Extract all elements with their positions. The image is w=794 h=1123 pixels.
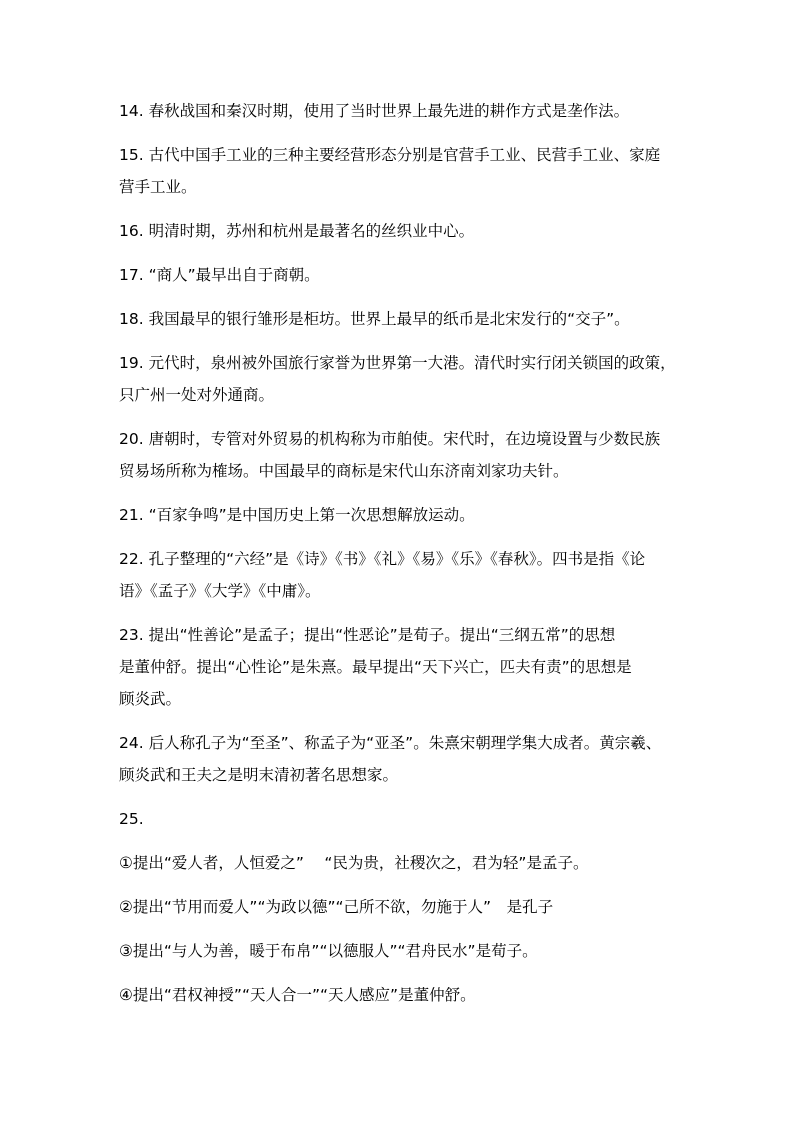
item-23 <box>119 619 679 715</box>
text-line: 顾炎武和王夫之是明末清初著名思想家。 <box>119 766 399 784</box>
text-line: ④提出“君权神授”“天人合一”“天人感应”是董仲舒。 <box>119 986 476 1004</box>
text-line: 25. <box>119 810 144 828</box>
text-line: 23. 提出“性善论”是孟子；提出“性恶论”是荀子。提出“三纲五常”的思想 <box>119 626 616 644</box>
item-22 <box>119 543 679 607</box>
text-line: 18. 我国最早的银行雏形是柜坊。世界上最早的纸币是北宋发行的“交子”。 <box>119 310 630 328</box>
item-25-2 <box>119 891 679 923</box>
text-line: 22. 孔子整理的“六经”是《诗》《书》《礼》《易》《乐》《春秋》。四书是指《论 <box>119 550 646 568</box>
text-line: 14. 春秋战国和秦汉时期，使用了当时世界上最先进的耕作方式是垄作法。 <box>119 102 630 120</box>
text-line: 贸易场所称为榷场。中国最早的商标是宋代山东济南刘家功夫针。 <box>119 462 569 480</box>
text-line: 15. 古代中国手工业的三种主要经营形态分别是官营手工业、民营手工业、家庭 <box>119 146 661 164</box>
item-25-1 <box>119 847 679 879</box>
text-line: ①提出“爱人者，人恒爱之” “民为贵，社稷次之，君为轻”是孟子。 <box>119 854 589 872</box>
item-24 <box>119 727 679 791</box>
item-21 <box>119 499 679 531</box>
item-19 <box>119 347 679 411</box>
text-line: ②提出“节用而爱人”“为政以德”“己所不欲，勿施于人” 是孔子 <box>119 898 554 916</box>
item-18 <box>119 303 679 335</box>
item-25-3 <box>119 935 679 967</box>
text-line: 只广州一处对外通商。 <box>119 386 275 404</box>
text-line: 语》《孟子》《大学》《中庸》。 <box>119 582 321 600</box>
text-line: 是董仲舒。提出“心性论”是朱熹。最早提出“天下兴亡，匹夫有责”的思想是 <box>119 658 632 676</box>
text-line: 17. “商人”最早出自于商朝。 <box>119 266 320 284</box>
item-17 <box>119 259 679 291</box>
item-25-4 <box>119 979 679 1011</box>
text-line: 24. 后人称孔子为“至圣”、称孟子为“亚圣”。朱熹宋朝理学集大成者。黄宗羲、 <box>119 734 662 752</box>
item-14 <box>119 95 679 127</box>
text-line: 20. 唐朝时，专管对外贸易的机构称为市舶使。宋代时，在边境设置与少数民族 <box>119 430 661 448</box>
text-line: 19. 元代时，泉州被外国旅行家誉为世界第一大港。清代时实行闭关锁国的政策， <box>119 354 676 372</box>
item-15 <box>119 139 679 203</box>
text-line: 顾炎武。 <box>119 690 182 708</box>
item-16 <box>119 215 679 247</box>
text-line: 21. “百家争鸣”是中国历史上第一次思想解放运动。 <box>119 506 475 524</box>
item-25 <box>119 803 679 835</box>
text-line: ③提出“与人为善，暖于布帛”“以德服人”“君舟民水”是荀子。 <box>119 942 538 960</box>
text-line: 营手工业。 <box>119 178 197 196</box>
text-line: 16. 明清时期，苏州和杭州是最著名的丝织业中心。 <box>119 222 475 240</box>
item-20 <box>119 423 679 487</box>
